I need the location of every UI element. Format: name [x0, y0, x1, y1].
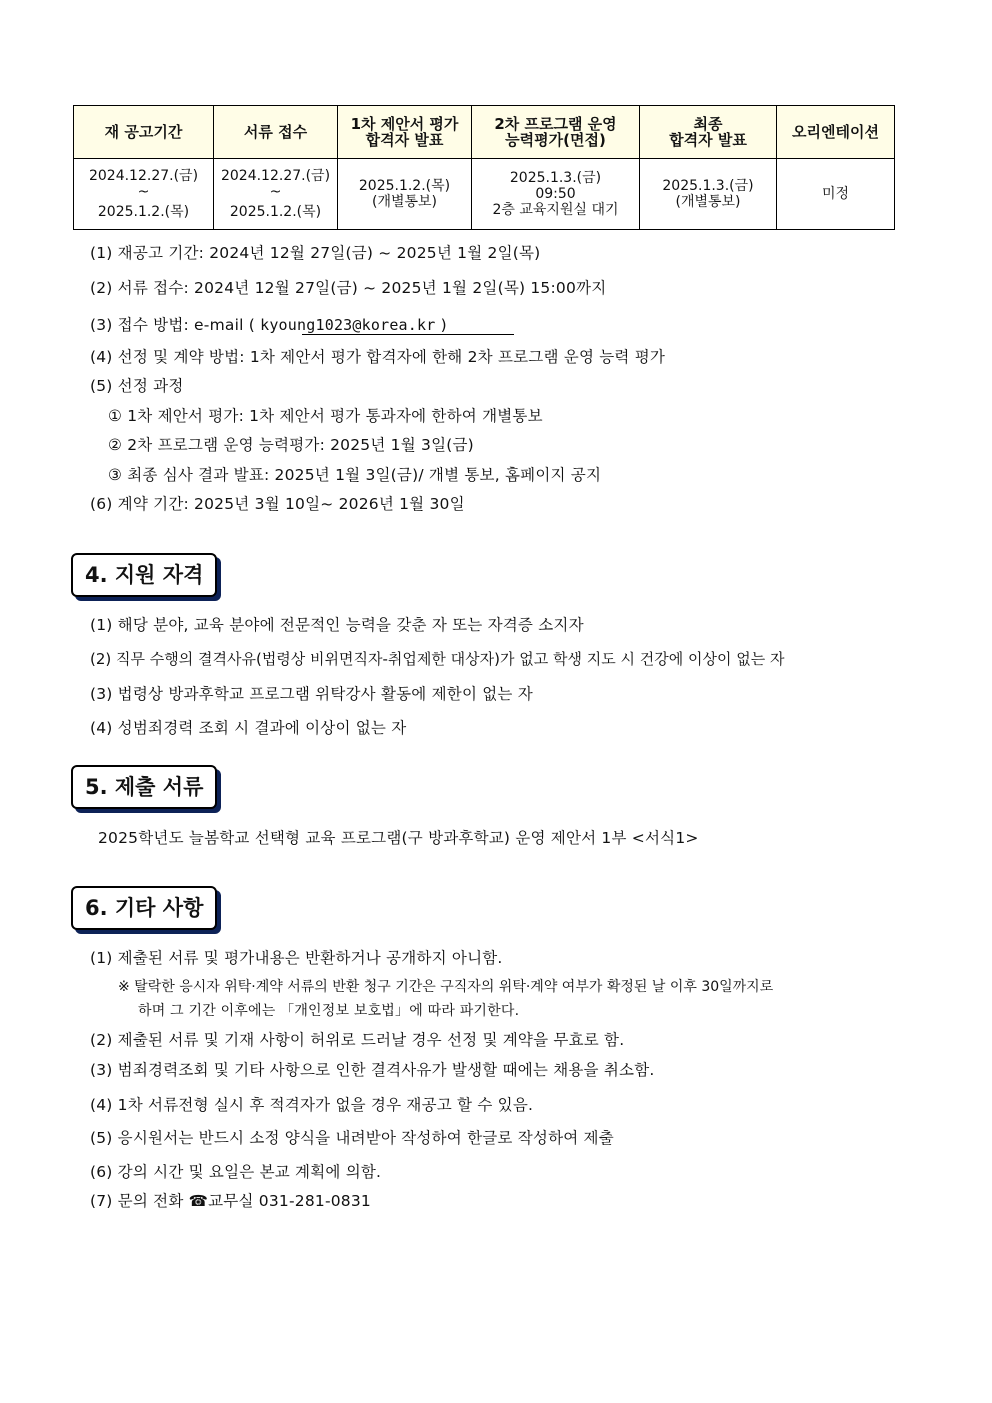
submission-document-line: 2025학년도 늘봄학교 선택형 교육 프로그램(구 방과후학교) 운영 제안서 1부 <서식1>: [98, 829, 699, 847]
selection-process-line: (5) 선정 과정: [90, 377, 184, 395]
cell-first-result: 2025.1.2.(목) (개별통보): [338, 159, 472, 230]
cell-document-receipt: 2024.12.27.(금) ~ 2025.1.2.(목): [214, 159, 338, 230]
cell-final-result: 2025.1.3.(금) (개별통보): [640, 159, 777, 230]
schedule-value-row: [74, 159, 895, 230]
cell-orientation: 미정: [777, 159, 895, 230]
misc-2: (2) 제출된 서류 및 기재 사항이 허위로 드러날 경우 선정 및 계약을 무효로 함.: [90, 1031, 625, 1049]
document-receipt-line: (2) 서류 접수: 2024년 12월 27일(금) ~ 2025년 1월 2일(목) 15:00까지: [90, 279, 607, 297]
cell-repost-period: 2024.12.27.(금) ~ 2025.1.2.(목): [74, 159, 214, 230]
receipt-method-line: [90, 313, 447, 335]
contract-period-line: (6) 계약 기간: 2025년 3월 10일~ 2026년 1월 30일: [90, 495, 465, 513]
misc-note-2: 하며 그 기간 이후에는 「개인정보 보호법」에 따라 파기한다.: [138, 1003, 520, 1019]
misc-6: (6) 강의 시간 및 요일은 본교 계획에 의함.: [90, 1163, 382, 1181]
header-repost-period: 재 공고기간: [74, 106, 214, 159]
qualification-4: (4) 성범죄경력 조회 시 결과에 이상이 없는 자: [90, 719, 407, 737]
section-5-heading: 5. 제출 서류: [71, 765, 217, 809]
misc-3: (3) 범죄경력조회 및 기타 사항으로 인한 결격사유가 발생할 때에는 채용을 취소함.: [90, 1061, 655, 1079]
section-4-heading: 4. 지원 자격: [71, 553, 217, 597]
misc-4: (4) 1차 서류전형 실시 후 적격자가 없을 경우 재공고 할 수 있음.: [90, 1096, 534, 1114]
schedule-header-row: [74, 106, 895, 159]
email-underline: [302, 334, 514, 335]
section-6-heading: 6. 기타 사항: [71, 886, 217, 930]
receipt-method-label: (3) 접수 방법: e-mail (: [90, 316, 261, 334]
misc-7-contact: (7) 문의 전화 ☎교무실 031-281-0831: [90, 1192, 371, 1210]
selection-method-line: (4) 선정 및 계약 방법: 1차 제안서 평가 합격자에 한해 2차 프로그램 운영 능력 평가: [90, 348, 666, 366]
misc-5: (5) 응시원서는 반드시 소정 양식을 내려받아 작성하여 한글로 작성하여 제출: [90, 1129, 614, 1147]
process-step-1: ① 1차 제안서 평가: 1차 제안서 평가 통과자에 한하여 개별통보: [108, 407, 543, 425]
qualification-3: (3) 법령상 방과후학교 프로그램 위탁강사 활동에 제한이 없는 자: [90, 685, 533, 703]
misc-1: (1) 제출된 서류 및 평가내용은 반환하거나 공개하지 아니함.: [90, 949, 503, 967]
header-orientation: 오리엔테이션: [777, 106, 895, 159]
process-step-3: ③ 최종 심사 결과 발표: 2025년 1월 3일(금)/ 개별 통보, 홈페이지 공지: [108, 466, 602, 484]
header-first-result: 1차 제안서 평가 합격자 발표: [338, 106, 472, 159]
misc-note-1: ※ 탈락한 응시자 위탁·계약 서류의 반환 청구 기간은 구직자의 위탁·계약 여부가 확정된 날 이후 30일까지로: [118, 979, 774, 995]
header-document-receipt: 서류 접수: [214, 106, 338, 159]
email-link[interactable]: kyoung1023@korea.kr: [260, 316, 436, 334]
process-step-2: ② 2차 프로그램 운영 능력평가: 2025년 1월 3일(금): [108, 436, 474, 454]
header-second-interview: 2차 프로그램 운영 능력평가(면접): [472, 106, 640, 159]
repost-period-line: (1) 재공고 기간: 2024년 12월 27일(금) ~ 2025년 1월 2일(목): [90, 244, 541, 262]
qualification-1: (1) 해당 분야, 교육 분야에 전문적인 능력을 갖춘 자 또는 자격증 소지자: [90, 616, 584, 634]
receipt-method-close: ): [435, 316, 447, 334]
schedule-table: [73, 105, 895, 230]
qualification-2: (2) 직무 수행의 결격사유(법령상 비위면직자-취업제한 대상자)가 없고 학생 지도 시 건강에 이상이 없는 자: [90, 650, 785, 668]
header-final-result: 최종 합격자 발표: [640, 106, 777, 159]
cell-second-interview: 2025.1.3.(금) 09:50 2층 교육지원실 대기: [472, 159, 640, 230]
